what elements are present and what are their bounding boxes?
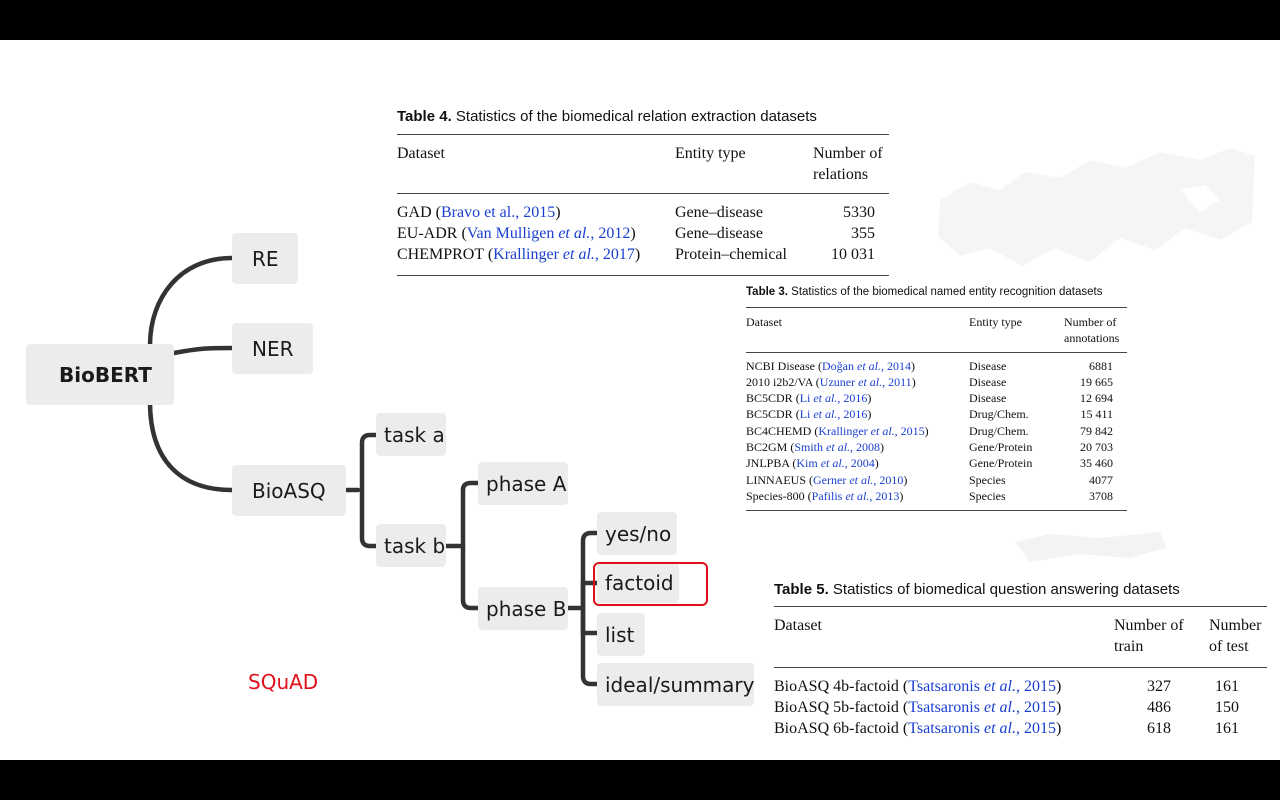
table-5-question-answering (774, 581, 1267, 743)
node-task-a: task a (376, 413, 446, 456)
table-row: 2010 i2b2/VA (Uzuner et al., 2011) Disease 19 665 (746, 374, 1113, 389)
background-map-graphic-lower (1010, 528, 1170, 568)
letterbox-bottom (0, 760, 1280, 800)
table-3-caption: Table 3. Statistics of the biomedical named entity recognition datasets (746, 286, 1103, 298)
table-row: Species-800 (Pafilis et al., 2013) Species 3708 (746, 488, 1113, 503)
table-row: NCBI Disease (Doğan et al., 2014) Disease 6881 (746, 358, 1113, 373)
node-re: RE (232, 233, 298, 284)
node-yes-no: yes/no (597, 512, 677, 555)
node-list: list (597, 613, 645, 656)
background-map-graphic (930, 130, 1260, 290)
node-phase-a: phase A (478, 462, 568, 505)
table-4-header-number: Number of relations (813, 135, 889, 194)
node-biobert: BioBERT (26, 344, 174, 405)
node-ideal-summary: ideal/summary (597, 663, 754, 706)
table-5-header-test: Number of test (1209, 607, 1267, 668)
table-4-caption: Table 4. Statistics of the biomedical relation extraction datasets (397, 108, 817, 125)
table-row: BC5CDR (Li et al., 2016) Drug/Chem. 15 411 (746, 407, 1113, 422)
node-ner: NER (232, 323, 313, 374)
table-5-caption: Table 5. Statistics of biomedical question answering datasets (774, 581, 1180, 598)
table-row: BC5CDR (Li et al., 2016) Disease 12 694 (746, 391, 1113, 406)
table-row: BC2GM (Smith et al., 2008) Gene/Protein 20 703 (746, 440, 1113, 455)
table-row: CHEMPROT (Krallinger et al., 2017) Protein–chemical 10 031 (397, 246, 875, 263)
table-row: EU-ADR (Van Mulligen et al., 2012) Gene–disease 355 (397, 225, 875, 242)
factoid-highlight-box (593, 562, 708, 606)
table-3-ner (746, 284, 1127, 511)
table-row: GAD (Bravo et al., 2015) Gene–disease 5330 (397, 204, 875, 221)
table-3-header-dataset: Dataset (746, 308, 969, 353)
squad-label: SQuAD (248, 670, 319, 694)
table-row: BioASQ 6b-factoid (Tsatsaronis et al., 2015) 618 161 (774, 720, 1239, 737)
table-5-header-dataset: Dataset (774, 607, 1114, 668)
slide (0, 40, 1280, 760)
table-row: BC4CHEMD (Krallinger et al., 2015) Drug/Chem. 79 842 (746, 423, 1113, 438)
letterbox-top (0, 0, 1280, 40)
node-phase-b: phase B (478, 587, 568, 630)
table-row: BioASQ 5b-factoid (Tsatsaronis et al., 2015) 486 150 (774, 699, 1239, 716)
node-task-b: task b (376, 524, 446, 567)
table-row: BioASQ 4b-factoid (Tsatsaronis et al., 2015) 327 161 (774, 678, 1239, 695)
node-bioasq: BioASQ (232, 465, 346, 516)
node-factoid: factoid (597, 563, 679, 603)
table-3-header-number: Number of annotations (1064, 308, 1127, 353)
table-4-header-entity: Entity type (675, 135, 813, 194)
table-4-relation-extraction (397, 108, 889, 276)
table-5-header-train: Number of train (1114, 607, 1209, 668)
table-row: LINNAEUS (Gerner et al., 2010) Species 4077 (746, 472, 1113, 487)
table-3-header-entity: Entity type (969, 308, 1064, 353)
table-row: JNLPBA (Kim et al., 2004) Gene/Protein 35 460 (746, 456, 1113, 471)
table-4-header-dataset: Dataset (397, 135, 675, 194)
